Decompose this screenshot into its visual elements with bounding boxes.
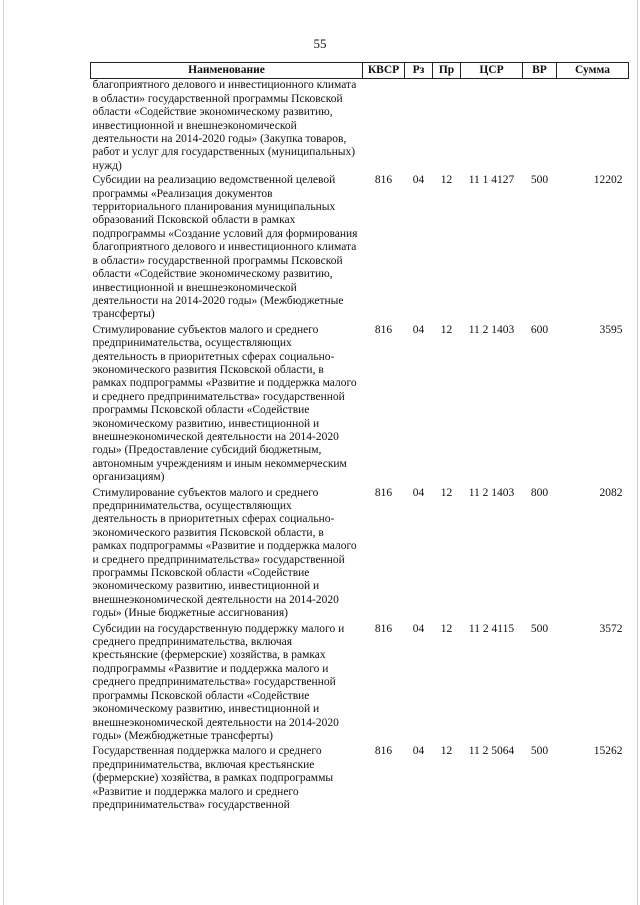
row-kvsr xyxy=(363,79,405,174)
row-name: благоприятного делового и инвестиционного климата в области» государственной программы Псковской области «Содействие экономическому развитию, инвестиционной и внешнеэкономической деятельности на 2014-2020 годы» (Закупка товаров, работ и услуг для государственных (муниципальных) нужд) xyxy=(92,79,357,172)
header-csr: ЦСР xyxy=(461,63,523,79)
table-row xyxy=(91,174,629,323)
row-pr: 12 xyxy=(440,323,453,336)
row-vr: 800 xyxy=(530,486,549,499)
row-vr: 500 xyxy=(530,622,549,635)
row-kvsr: 816 xyxy=(374,486,393,499)
row-vr xyxy=(523,79,557,174)
row-name: Государственная поддержка малого и среднего предпринимательства, включая крестьянские (фермерские) хозяйства, в рамках подпрограммы «Развитие и поддержка малого и среднего предпринимательства» государственной xyxy=(92,745,334,811)
row-name: Субсидии на реализацию ведомственной целевой программы «Реализация документов территориального планирования муниципальных образований Псковской области в рамках подпрограммы «Создание условий для формирования благоприятного делового и инвестиционного климата в области» государственной программы Псковской области «Содействие экономическому развитию, инвестиционной и внешнеэкономической деятельности на 2014-2020 годы» (Межбюджетные трансферты) xyxy=(92,174,358,321)
row-csr: 11 1 4127 xyxy=(468,174,515,187)
row-name: Субсидии на государственную поддержку малого и среднего предпринимательства, включая крестьянские (фермерские) хозяйства, в рамках подпрограммы «Развитие и поддержка малого и среднего предпринимательства» государственной программы Псковской области «Содействие экономическому развитию, инвестиционной и внешнеэкономической деятельности на 2014-2020 годы» (Межбюджетные трансферты) xyxy=(92,622,345,742)
row-pr: 12 xyxy=(440,622,453,635)
header-name: Наименование xyxy=(91,63,363,79)
row-rz: 04 xyxy=(412,323,425,336)
row-rz: 04 xyxy=(412,486,425,499)
budget-table xyxy=(90,62,629,814)
table-row xyxy=(91,623,629,746)
row-sum: 3572 xyxy=(599,622,623,635)
row-kvsr: 816 xyxy=(374,174,393,187)
header-pr: Пр xyxy=(433,63,461,79)
row-sum: 12202 xyxy=(593,174,623,187)
table-row xyxy=(91,324,629,487)
row-name: Стимулирование субъектов малого и среднего предпринимательства, осуществляющих деятельность в приоритетных сферах социально-экономического развития Псковской области, в рамках подпрограммы «Развитие и поддержка малого и среднего предпринимательства» государственной программы Псковской области «Содействие экономическому развитию, инвестиционной и внешнеэкономической деятельности на 2014-2020 годы» (Иные бюджетные ассигнования) xyxy=(92,486,357,620)
row-sum: 15262 xyxy=(593,745,623,758)
row-sum: 2082 xyxy=(599,486,623,499)
header-kvsr: КВСР xyxy=(363,63,405,79)
table-header-row xyxy=(91,63,629,79)
row-pr xyxy=(433,79,461,174)
scan-edge-right xyxy=(637,0,638,905)
row-pr: 12 xyxy=(440,486,453,499)
header-rz: Рз xyxy=(405,63,433,79)
table-row xyxy=(91,487,629,623)
scan-edge-left xyxy=(3,0,4,905)
row-csr: 11 2 4115 xyxy=(468,622,515,635)
row-rz xyxy=(405,79,433,174)
page-number: 55 xyxy=(313,36,327,51)
row-kvsr: 816 xyxy=(374,323,393,336)
row-csr: 11 2 5064 xyxy=(468,745,515,758)
row-rz: 04 xyxy=(412,174,425,187)
row-vr: 500 xyxy=(530,174,549,187)
row-kvsr: 816 xyxy=(374,622,393,635)
row-csr: 11 2 1403 xyxy=(468,323,515,336)
row-rz: 04 xyxy=(412,622,425,635)
header-sum: Сумма xyxy=(557,63,629,79)
header-vr: ВР xyxy=(523,63,557,79)
row-sum xyxy=(557,79,629,174)
row-name: Стимулирование субъектов малого и среднего предпринимательства, осуществляющих деятельность в приоритетных сферах социально-экономического развития Псковской области, в рамках подпрограммы «Развитие и поддержка малого и среднего предпринимательства» государственной программы Псковской области «Содействие экономическому развитию, инвестиционной и внешнеэкономической деятельности на 2014-2020 годы» (Предоставление субсидий бюджетным, автономным учреждениям и иным некоммерческим организациям) xyxy=(92,323,357,484)
row-rz: 04 xyxy=(412,745,425,758)
table-row xyxy=(91,79,629,174)
row-vr: 600 xyxy=(530,323,549,336)
row-pr: 12 xyxy=(440,745,453,758)
row-sum: 3595 xyxy=(599,323,623,336)
row-vr: 500 xyxy=(530,745,549,758)
row-csr xyxy=(461,79,523,174)
row-csr: 11 2 1403 xyxy=(468,486,515,499)
table-row xyxy=(91,745,629,814)
row-pr: 12 xyxy=(440,174,453,187)
row-kvsr: 816 xyxy=(374,745,393,758)
